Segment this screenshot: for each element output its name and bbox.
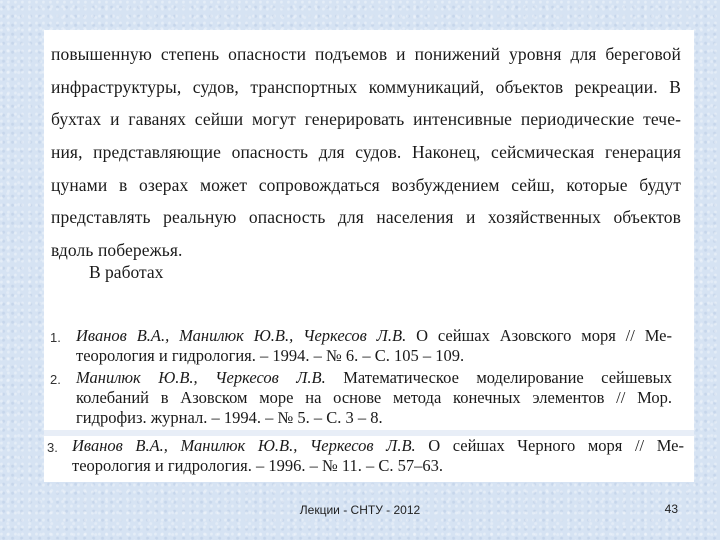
reference-number: 3. (47, 440, 58, 455)
reference-authors: Иванов В.А., Манилюк Ю.В., Черкесов Л.В. (76, 326, 407, 345)
document-page (44, 30, 694, 482)
page-number: 43 (664, 502, 678, 516)
reference-item (44, 368, 694, 428)
reference-authors: Иванов В.А., Манилюк Ю.В., Черкесов Л.В. (72, 436, 416, 455)
paragraph-line: представлять реальную опасность для населения и хозяйственных объектов (51, 207, 681, 228)
reference-authors: Манилюк Ю.В., Черкесов Л.В. (76, 368, 326, 387)
reference-line (76, 326, 672, 346)
reference-line (76, 368, 672, 388)
reference-number: 1. (50, 330, 61, 345)
paragraph-line: бухтах и гаванях сейши могут генерировать интенсивные периодические тече- (51, 109, 681, 130)
paragraph-line: цунами в озерах может сопровождаться возбуждением сейш, которые будут (51, 174, 681, 195)
reference-list (44, 322, 694, 428)
reference-line: гидрофиз. журнал. – 1994. – № 5. – С. 3 – 8. (76, 408, 383, 427)
paragraph-line: инфраструктуры, судов, транспортных коммуникаций, объектов рекреации. В (51, 76, 681, 97)
reference-title: О сейшах Азовского моря // Ме- (406, 326, 673, 345)
reference-line: колебаний в Азовском море на основе метода конечных элементов // Мор. (76, 388, 672, 407)
reference-line: теорология и гидрология. – 1994. – № 6. – С. 105 – 109. (76, 346, 465, 365)
reference-line (72, 436, 684, 456)
paragraph-line: повышенную степень опасности подъемов и понижений уровня для береговой (51, 44, 681, 64)
paragraph-line: вдоль побережья. (51, 240, 183, 261)
paragraph-line: ния, представляющие опасность для судов. Наконец, сейсмическая генерация (51, 142, 681, 163)
footer-caption: Лекции - СНТУ - 2012 (299, 503, 421, 517)
reference-number: 2. (50, 372, 61, 387)
reference-item (44, 436, 694, 476)
reference-line: теорология и гидрология. – 1996. – № 11. – С. 57–63. (72, 456, 444, 475)
reference-title: О сейшах Черного моря // Ме- (415, 436, 684, 455)
reference-title: Математическое моделирование сейшевых (325, 368, 672, 387)
body-paragraph (51, 38, 681, 267)
reference-item (44, 326, 694, 366)
references-intro: В работах (89, 262, 164, 282)
